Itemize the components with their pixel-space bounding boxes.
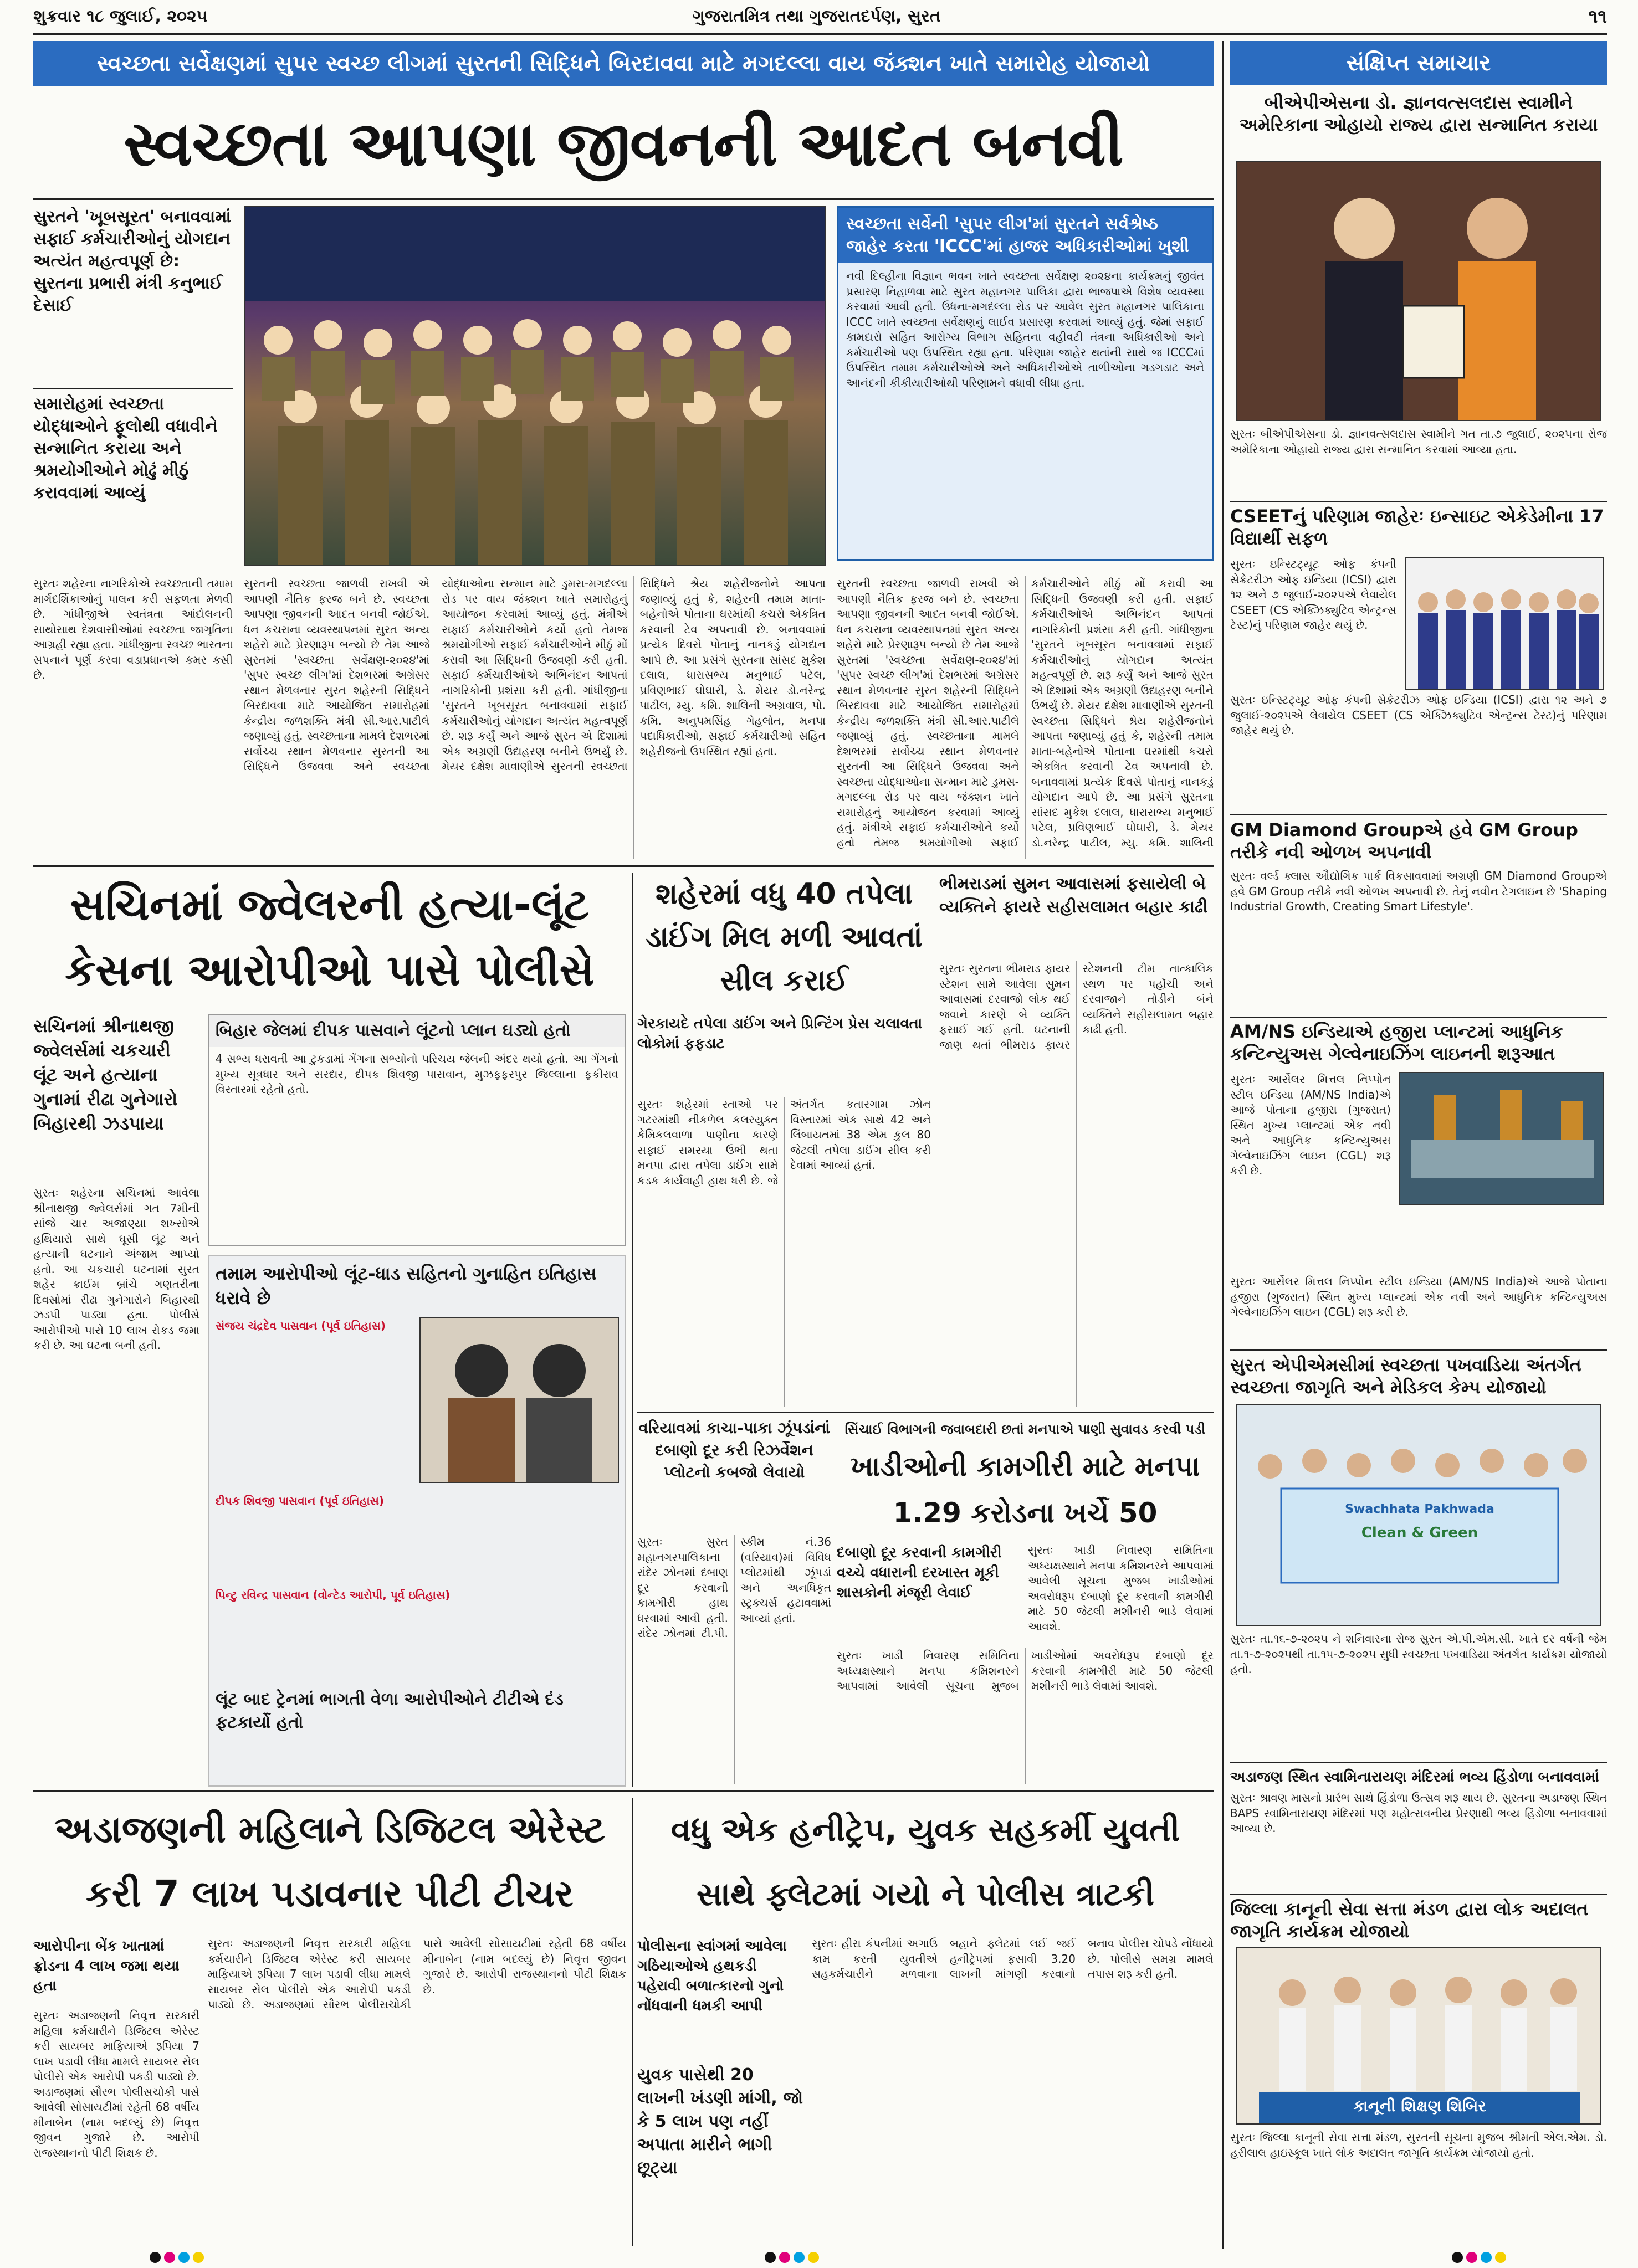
sidebar-rule-3 <box>1230 1017 1607 1018</box>
sachin-box-1 <box>208 1014 626 1246</box>
adajan-pull: આરોપીના બેંક ખાતામાં ફ્રોડના 4 લાખ જમા થયા હતા <box>33 1938 180 1994</box>
sachin-box-3-title: લૂંટ બાદ ટ્રેનમાં ભાગતી વેળા આરોપીઓને ટીટીએ દંડ ફટકાર્યો હતો <box>216 1690 564 1732</box>
color-dots <box>144 2250 1529 2265</box>
sidebar-story-7-headline: જિલ્લા કાનૂની સેવા સત્તા મંડળ દ્વારા લોક અદાલત જાગૃતિ કાર્યક્રમ યોજાયો <box>1230 1898 1589 1942</box>
paper-name: ગુજરાતમિત્ર તથા ગુજરાતદર્પણ, સુરત <box>693 7 941 26</box>
students-illustration <box>1406 558 1604 690</box>
legal-camp-photo <box>1236 1947 1601 2125</box>
lead-body-continued: સુરતની સ્વચ્છતા જાળવી રાખવી એ આપણી નૈતિક ફરજ બને છે. સ્વચ્છતા આપણા જીવનની આદત બનવી જોઈએ. ધન કચરાના વ્યવસ્થાપનમાં સુરત અન્ય શહેરો માટે પ્રેરણારૂપ બન્યો છે તેમ આજે સુરતમાં 'સ્વચ્છતા સર્વેક્ષણ-૨૦૨૪'માં 'સુપર સ્વચ્છ લીગ'માં દેશભરમાં અગ્રેસર સ્થાન મેળવનાર સુરત શહેરની સિદ્ધિને બિરદાવવા માટે આયોજિત સમારોહમાં કેન્દ્રીય જળશક્તિ મંત્રી સી.આર.પાટીલે જણાવ્યું હતું. સ્વચ્છતાના મામલે દેશભરમાં સર્વોચ્ચ સ્થાન મેળવનાર સુરતની આ સિદ્ધિને ઉજવવા અને સ્વચ્છતા યોદ્ધાઓના સન્માન માટે ડુમસ-મગદલ્લા રોડ પર વાય જંક્શન ખાતે સમારોહનું આયોજન કરવામાં આવ્યું હતું. મંત્રીએ સફાઈ કર્મચારીઓને કર્યો હતો તેમજ શ્રમયોગીઓ સફાઈ કર્મચારીઓને મીઠું મોં કરાવી આ સિદ્ધિની ઉજવણી કરી હતી. સફાઈ કર્મચારીઓએ અભિનંદન આપતાં નાગરિકોની પ્રશંસા કરી હતી. ગાંધીજીના 'સુરતને ખૂબસૂરત બનાવવામાં સફાઈ કર્મચારીઓનું યોગદાન અત્યંત મહત્વપૂર્ણ છે. શરૂ કર્યું અને આજે સુરત એ દિશામાં એક અગ્રણી ઉદાહરણ બનીને ઉભર્યું છે. મેયર દક્ષેશ માવાણીએ સુરતની સ્વચ્છતા સિદ્ધિને શ્રેય શહેરીજનોને આપતા જણાવ્યું હતું કે, શહેરની તમામ માતા-બહેનોએ પોતાના ઘરમાંથી કચરો એકત્રિત કરવાની ટેવ અપનાવી છે. બનાવવામાં પ્રત્યેક દિવસે પોતાનું નાનકડું યોગદાન આપે છે. આ પ્રસંગે સુરતના સાંસદ મુકેશ દલાલ, ધારાસભ્ય મનુભાઈ પટેલ, પ્રવિણભાઈ ઘોઘારી, ડે. મેયર ડો.નરેન્દ્ર પાટીલ, મ્યુ. કમિ. શાલિની <box>837 577 1214 849</box>
sidebar-rule-1 <box>1230 501 1607 502</box>
sachin-pull: સચિનમાં શ્રીનાથજી જ્વેલર્સમાં ચકચારી લૂંટ અને હત્યાના ગુનામાં રીઢા ગુનેગારો બિહારથી ઝડપાયા <box>33 1015 178 1134</box>
bhimrad-body: સુરતઃ સુરતના ભીમરાડ ફાયર સ્ટેશન સામે આવેલા સુમન આવાસમાં દરવાજો લોક થઈ જવાને કારણે બે વ્યક્તિ ફસાઈ ગઈ હતી. ઘટનાની જાણ થતાં ભીમરાડ ફાયર સ્ટેશનની ટીમ તાત્કાલિક સ્થળ પર પહોંચી અને દરવાજાને તોડીને બંને વ્યક્તિને સહીસલામત બહાર કાઢી હતી. <box>939 962 1214 1051</box>
sidebar-story-1-headline: બીએપીએસના ડો. જ્ઞાનવત્સલદાસ સ્વામીને અમેરિકાના ઓહાયો રાજ્ય દ્વારા સન્માનિત કરાયા <box>1239 92 1598 135</box>
sachin-body: સુરતઃ શહેરના સચિનમાં આવેલા શ્રીનાથજી જ્વેલર્સમાં ગત 7મીની સાંજે ચાર અજાણ્યા શખ્સોએ હથિયારો સાથે ઘૂસી લૂંટ અને હત્યાની ઘટનાને અંજામ આપ્યો હતો. આ ચકચારી ઘટનામાં સુરત શહેર ક્રાઈમ બ્રાંચે ગણતરીના દિવસોમાં રીઢા ગુનેગારોને બિહારથી ઝડપી પાડ્યા હતા. પોલીસે આરોપીઓ પાસે 10 લાખ રોકડ જમા કરી છે. આ ઘટના બની હતી. <box>33 1186 199 1352</box>
sidebar-header: સંક્ષિપ્ત સમાચાર <box>1230 41 1607 85</box>
award-illustration <box>1237 162 1601 421</box>
slum-body: સુરતઃ સુરત મહાનગરપાલિકાના રાંદેર ઝોનમાં દબાણ દૂર કરવાની કામગીરી હાથ ધરવામાં આવી હતી. રાંદેર ઝોનમાં ટી.પી. સ્કીમ નં.36 (વરિયાવ)માં વિવિધ પ્લોટમાંથી ઝૂંપડાં અને અનધિકૃત સ્ટ્રક્ચર્સ હટાવવામાં આવ્યાં હતાં. <box>637 1535 831 1640</box>
adajan-body: સુરતઃ અડાજણની નિવૃત્ત સરકારી મહિલા કર્મચારીને ડિજિટલ એરેસ્ટ કરી સાયબર માફિયાએ રૂપિયા 7 લાખ પડાવી લીધા મામલે સાયબર સેલ પોલીસે એક આરોપી પકડી પાડ્યો છે. અડાજણમાં સૌરભ પોલીસચોકી પાસે આવેલી સોસાયટીમાં રહેતી 68 વર્ષીય મીનાબેન (નામ બદલ્યું છે) નિવૃત્ત જીવન ગુજારે છે. આરોપી રાજસ્થાનનો પીટી શિક્ષક છે. <box>208 1937 626 2011</box>
honeytrap-pull-1: પોલીસના સ્વાંગમાં આવેલા ગઠિયાઓએ હથકડી પહેરાવી બળાત્કારનો ગુનો નોંધવાની ધમકી આપી <box>637 1938 787 2014</box>
khadi-body: સુરતઃ ખાડી નિવારણ સમિતિના અધ્યક્ષસ્થાને મનપા કમિશનરને આપવામાં આવેલી સૂચના મુજબ ખાડીઓમાં અવરોધરૂપ દબાણો દૂર કરવાની કામગીરી માટે 50 જેટલી મશીનરી ભાડે લેવામાં આવશે. <box>837 1649 1214 1692</box>
registration-marks <box>144 2250 1529 2265</box>
super-league-body: નવી દિલ્હીના વિજ્ઞાન ભવન ખાતે સ્વચ્છતા સર્વેક્ષણ ૨૦૨૪ના કાર્યક્રમનું જીવંત પ્રસારણ નિહાળવા માટે સુરત મહાનગર પાલિકા દ્વારા ભાજપાએ વિશેષ વ્યવસ્થા કરવામાં આવી હતી. ઉધના-મગદલ્લા રોડ પર આવેલ સુરત મહાનગર પાલિકાના ICCC ખાતે સ્વચ્છતા સર્વેક્ષણનું લાઈવ પ્રસારણ કરવામાં આવ્યું હતું. જેમાં સફાઈ કામદારો સહિત આરોગ્ય વિભાગ સહિતના વહીવટી તંત્રના અધિકારીઓ અને કર્મચારીઓ પણ ઉપસ્થિત રહ્યા હતા. પરિણામ જાહેર થતાંની સાથે જ ICCCમાં ઉપસ્થિત તમામ કર્મચારીઓએ અને અધિકારીઓએ તાળીઓના ગડગડાટ અને આનંદની કીકીયારીઓથી પરિણામને વધાવી લીધા હતા. <box>838 263 1212 561</box>
sidebar-rule-6 <box>1230 1894 1607 1895</box>
sidebar-rule-4 <box>1230 1349 1607 1351</box>
sachin-box-1-title: બિહાર જેલમાં દીપક પાસવાને લૂંટનો પ્લાન ઘડ્યો હતો <box>209 1015 625 1047</box>
lead-banner-text: સ્વચ્છતા સર્વેક્ષણમાં સુપર સ્વચ્છ લીગમાં સુરતની સિદ્ધિને બિરદાવવા માટે મગદલ્લા વાય જંક્શન ખાતે સમારોહ યોજાયો <box>96 51 1150 76</box>
super-league-heading: સ્વચ્છતા સર્વેની 'સુપર લીગ'માં સુરતને સર્વશ્રેષ્ઠ જાહેર કરતા 'ICCC'માં હાજર અધિકારીઓમાં ખુશી <box>838 208 1212 263</box>
sidebar-story-6-body: સુરતઃ શ્રાવણ માસનો પ્રારંભ સાથે હિંડોળા ઉત્સવ શરૂ થાય છે. સુરતના અડાજણ સ્થિત BAPS સ્વામિનારાયણ મંદિરમાં પણ મહોત્સવનીય પ્રેરણાથી ભવ્ય હિંડોળા બનાવવામાં આવ્યા છે. <box>1230 1791 1607 1835</box>
accused-illustration <box>421 1318 619 1483</box>
sidebar-divider <box>1222 41 1224 2249</box>
lead-pull-quote-2: સમારોહમાં સ્વચ્છતા યોદ્ધાઓને ફૂલોથી વધાવીને સન્માનિત કરાયા અને શ્રમયોગીઓને મોઢું મીઠું કરાવવામાં આવ્યું <box>33 394 218 502</box>
accused-photo <box>419 1317 619 1483</box>
khadi-kicker: સિંચાઈ વિભાગની જવાબદારી છતાં મનપાએ પાણી સુવાવડ કરવી પડી <box>844 1422 1206 1437</box>
sachin-tag-3: પિન્ટુ રવિન્દ્ર પાસવાન (વોન્ટેડ આરોપી, પૂર્વ ઇતિહાસ) <box>216 1588 451 1602</box>
clean-green-label: Clean & Green <box>1361 1525 1478 1541</box>
pull-divider <box>33 388 233 389</box>
sidebar-rule-5 <box>1230 1762 1607 1763</box>
slum-headline: વરિયાવમાં કાચા-પાકા ઝૂંપડાંનાં દબાણો દૂર કરી રિઝર્વેશન પ્લોટનો કબજો લેવાયો <box>638 1419 830 1481</box>
khadi-pull: દબાણો દૂર કરવાની કામગીરી વચ્ચે વધારાની દરખાસ્ત મૂકી શાસકોની મંજૂરી લેવાઈ <box>837 1545 1002 1601</box>
vertical-rule-2 <box>632 1798 633 2246</box>
sidebar-story-4-body-cont: સુરતઃ આર્સેલર મિત્તલ નિપ્પોન સ્ટીલ ઇન્ડિયા (AM/NS India)એ આજે પોતાના હજીરા (ગુજરાત) સ્થિત મુખ્ય પ્લાન્ટમાં એક નવી અને આધુનિક કન્ટિન્યુઅસ ગેલ્વેનાઇઝિંગ લાઇન (CGL) શરૂ કરી છે. <box>1230 1275 1607 1318</box>
lead-pull-quote-1: સુરતને 'ખૂબસૂરત' બનાવવામાં સફાઈ કર્મચારીઓનું યોગદાન અત્યંત મહત્વપૂર્ણ છે: સુરતના પ્રભારી મંત્રી કનુભાઈ દેસાઈ <box>33 207 231 315</box>
galvanizing-plant-photo <box>1399 1072 1604 1205</box>
sachin-box-2 <box>208 1255 626 1787</box>
masthead <box>33 4 1607 31</box>
sachin-box-2-title: તમામ આરોપીઓ લૂંટ-ધાડ સહિતનો ગુનાહિત ઇતિહાસ ધરાવે છે <box>216 1263 597 1309</box>
lead-headline <box>33 94 1214 194</box>
honeytrap-headline: વધુ એક હનીટ્રેપ, યુવક સહકર્મી યુવતી સાથે ફ્લેટમાં ગયો ને પોલીસ ત્રાટકી <box>670 1811 1180 1913</box>
khadi-body-side: સુરતઃ ખાડી નિવારણ સમિતિના અધ્યક્ષસ્થાને મનપા કમિશનરને આપવામાં આવેલી સૂચના મુજબ ખાડીઓમાં અવરોધરૂપ દબાણો દૂર કરવાની કામગીરી માટે 50 જેટલી મશીનરી ભાડે લેવામાં આવશે. <box>1028 1543 1214 1633</box>
sidebar-story-7-body: સુરતઃ જિલ્લા કાનૂની સેવા સત્તા મંડળ, સુરતની સૂચના મુજબ શ્રીમતી એલ.એમ. ડો. હરીલાલ હાઇસ્કૂલ ખાતે લોક અદાલત જાગૃતિ કાર્યક્રમ યોજાયો હતો. <box>1230 2131 1607 2159</box>
legal-camp-banner: કાનૂની શિક્ષણ શિબિર <box>1353 2097 1486 2115</box>
sidebar-story-5-body: સુરતઃ તા.૧૬-૭-૨૦૨૫ ને શનિવારના રોજ સુરત એ.પી.એમ.સી. ખાતે દર વર્ષની જેમ તા.૧-૭-૨૦૨૫થી તા.૧૫-૭-૨૦૨૫ સુધી સ્વચ્છતા પખવાડિયા અંતર્ગત કાર્યક્રમ યોજાયો હતો. <box>1230 1632 1607 1676</box>
section-rule-3 <box>33 1790 1214 1792</box>
sidebar-story-6-headline: અડાજણ સ્થિત સ્વામિનારાયણ મંદિરમાં ભવ્ય હિંડોળા બનાવવામાં <box>1230 1769 1599 1785</box>
lead-intro: સુરતઃ શહેરના નાગરિકોએ સ્વચ્છતાની તમામ માર્ગદર્શિકાઓનું પાલન કરી સફળતા મેળવી છે. ગાંધીજીએ સ્વતંત્રતા આંદોલનની સાથોસાથ દેશવાસીઓમાં સ્વચ્છતા જાગૃતિના આગ્રહી રહ્યા હતા. ગાંધીજીના સ્વચ્છ ભારતના સપનાને પૂર્ણ કરવા વડાપ્રધાનએ કમર કસી છે. <box>33 577 233 681</box>
sidebar-story-2-headline: CSEETનું પરિણામ જાહેરઃ ઇન્સાઇટ એકેડેમીના 17 વિદ્યાર્થી સફળ <box>1230 506 1604 549</box>
apmc-camp-photo <box>1236 1404 1601 1626</box>
sidebar-story-5-headline: સુરત એપીએમસીમાં સ્વચ્છતા પખવાડિયા અંતર્ગત સ્વચ્છતા જાગૃતિ અને મેડિકલ કેમ્પ યોજાયો <box>1230 1354 1581 1398</box>
bhimrad-headline: ભીમરાડમાં સુમન આવાસમાં ફસાયેલી બે વ્યક્તિને ફાયરે સહીસલામત બહાર કાઢી <box>939 874 1208 917</box>
plant-illustration <box>1400 1073 1604 1205</box>
adajan-body-left: સુરતઃ અડાજણની નિવૃત્ત સરકારી મહિલા કર્મચારીને ડિજિટલ એરેસ્ટ કરી સાયબર માફિયાએ રૂપિયા 7 લાખ પડાવી લીધા મામલે સાયબર સેલ પોલીસે એક આરોપી પકડી પાડ્યો છે. અડાજણમાં સૌરભ પોલીસચોકી પાસે આવેલી સોસાયટીમાં રહેતી 68 વર્ષીય મીનાબેન (નામ બદલ્યું છે) નિવૃત્ત જીવન ગુજારે છે. આરોપી રાજસ્થાનનો પીટી શિક્ષક છે. <box>33 2009 199 2159</box>
sidebar-story-4-body: સુરતઃ આર્સેલર મિત્તલ નિપ્પોન સ્ટીલ ઇન્ડિયા (AM/NS India)એ આજે પોતાના હજીરા (ગુજરાત) સ્થિત મુખ્ય પ્લાન્ટમાં એક નવી અને આધુનિક કન્ટિન્યુઅસ ગેલ્વેનાઇઝિંગ લાઇન (CGL) શરૂ કરી છે. <box>1230 1073 1391 1177</box>
sachin-box-1-body: 4 સભ્ય ધરાવતી આ ટુકડામાં ગેંગના સભ્યોનો પરિચય જેલની અંદર થયો હતો. આ ગેંગનો મુખ્ય સૂત્રધાર અને સરદાર, દીપક શિવજી પાસવાન, મુઝફ્ફરપુર જિલ્લાના ફકીરાવ વિસ્તારમાં રહેતો હતો. <box>216 1052 618 1096</box>
honeytrap-pull-2: યુવક પાસેથી 20 લાખની ખંડણી માંગી, જો કે 5 લાખ પણ નહીં અપાતા મારીને ભાગી છૂટ્યા <box>637 2065 803 2178</box>
masthead-rule <box>33 33 1607 35</box>
crowd-illustration <box>245 207 826 566</box>
adajan-headline: અડાજણની મહિલાને ડિજિટલ એરેસ્ટ કરી 7 લાખ પડાવનાર પીટી ટીચર <box>54 1808 606 1915</box>
super-league-box <box>837 206 1214 561</box>
lead-banner <box>33 41 1214 86</box>
sachin-headline: સચિનમાં જ્વેલરની હત્યા-લૂંટ કેસના આરોપીઓ પાસે પોલીસે <box>65 880 595 996</box>
lead-headline-text: સ્વચ્છતા આપણા જીવનની આદત બનવી <box>124 108 1123 180</box>
sidebar-story-1-body: સુરતઃ બીએપીએસના ડો. જ્ઞાનવત્સલદાસ સ્વામીને ગત તા.૭ જુલાઈ, ૨૦૨૫ના રોજ અમેરિકાના ઓહાયો રાજ્ય દ્વારા સન્માનિત કરવામાં આવ્યા હતા. <box>1230 427 1607 456</box>
section-rule-1 <box>33 865 1214 867</box>
sidebar-story-2-body: સુરતઃ ઇન્સ્ટિટ્યૂટ ઓફ કંપની સેક્રેટરીઝ ઓફ ઇન્ડિયા (ICSI) દ્વારા ૧૨ અને ૭ જુલાઈ-૨૦૨૫એ લેવાયેલ CSEET (CS એક્ઝિક્યુટિવ એન્ટ્રન્સ ટેસ્ટ)નું પરિણામ જાહેર થયું છે. <box>1230 557 1396 632</box>
lead-body: સુરતની સ્વચ્છતા જાળવી રાખવી એ આપણી નૈતિક ફરજ બને છે. સ્વચ્છતા આપણા જીવનની આદત બનવી જોઈએ. ધન કચરાના વ્યવસ્થાપનમાં સુરત અન્ય શહેરો માટે પ્રેરણારૂપ બન્યો છે તેમ આજે સુરતમાં 'સ્વચ્છતા સર્વેક્ષણ-૨૦૨૪'માં 'સુપર સ્વચ્છ લીગ'માં દેશભરમાં અગ્રેસર સ્થાન મેળવનાર સુરત શહેરની સિદ્ધિને બિરદાવવા માટે આયોજિત સમારોહમાં કેન્દ્રીય જળશક્તિ મંત્રી સી.આર.પાટીલે જણાવ્યું હતું. સ્વચ્છતાના મામલે દેશભરમાં સર્વોચ્ચ સ્થાન મેળવનાર સુરતની આ સિદ્ધિને ઉજવવા અને સ્વચ્છતા યોદ્ધાઓના સન્માન માટે ડુમસ-મગદલ્લા રોડ પર વાય જંક્શન ખાતે સમારોહનું આયોજન કરવામાં આવ્યું હતું. મંત્રીએ સફાઈ કર્મચારીઓને કર્યો હતો તેમજ શ્રમયોગીઓ સફાઈ કર્મચારીઓને મીઠું મોં કરાવી આ સિદ્ધિની ઉજવણી કરી હતી. સફાઈ કર્મચારીઓએ અભિનંદન આપતાં નાગરિકોની પ્રશંસા કરી હતી. ગાંધીજીના 'સુરતને ખૂબસૂરત બનાવવામાં સફાઈ કર્મચારીઓનું યોગદાન અત્યંત મહત્વપૂર્ણ છે. શરૂ કર્યું અને આજે સુરત એ દિશામાં એક અગ્રણી ઉદાહરણ બનીને ઉભર્યું છે. મેયર દક્ષેશ માવાણીએ સુરતની સ્વચ્છતા સિદ્ધિને શ્રેય શહેરીજનોને આપતા જણાવ્યું હતું કે, શહેરની તમામ માતા-બહેનોએ પોતાના ઘરમાંથી કચરો એકત્રિત કરવાની ટેવ અપનાવી છે. બનાવવામાં પ્રત્યેક દિવસે પોતાનું નાનકડું યોગદાન આપે છે. આ પ્રસંગે સુરતના સાંસદ મુકેશ દલાલ, ધારાસભ્ય મનુભાઈ પટેલ, પ્રવિણભાઈ ઘોઘારી, ડે. મેયર ડો.નરેન્દ્ર પાટીલ, મ્યુ. કમિ. શાલિની અગ્રવાલ, પો. કમિ. અનુપમસિંહ ગેહલોત, મનપા પદાધિકારીઓ, સફાઈ કર્મચારીઓ સહિત શહેરીજનો ઉપસ્થિત રહ્યાં હતા. <box>244 577 826 773</box>
lead-headline-rule <box>33 198 1214 200</box>
sidebar-story-2-body-cont: સુરતઃ ઇન્સ્ટિટ્યૂટ ઓફ કંપની સેક્રેટરીઝ ઓફ ઇન્ડિયા (ICSI) દ્વારા ૧૨ અને ૭ જુલાઈ-૨૦૨૫એ લેવાયેલ CSEET (CS એક્ઝિક્યુટિવ એન્ટ્રન્સ ટેસ્ટ)નું પરિણામ જાહેર થયું છે. <box>1230 693 1607 737</box>
page-number: ૧૧ <box>1588 6 1607 28</box>
sidebar-story-3-body: સુરતઃ વર્લ્ડ ક્લાસ ઔદ્યોગિક પાર્ક વિકસાવવામાં અગ્રણી GM Diamond Groupએ હવે GM Group તરીકે નવી ઓળખ અપનાવી છે. તેનું નવીન ટેગલાઇન છે 'Shaping Industrial Growth, Creating Smart Lifestyle'. <box>1230 869 1607 913</box>
sidebar-story-3-headline: GM Diamond Groupએ હવે GM Group તરીકે નવી ઓળખ અપનાવી <box>1230 819 1578 863</box>
dyeing-body: સુરતઃ શહેરમાં સ્તાઓ પર ગટરમાંથી નીકળેલ કલરયુક્ત કેમિકલવાળા પાણીના કારણે સફાઈ સમસ્યા ઉભી થતા મનપા દ્વારા તપેલા ડાઈંગ સામે કડક કાર્યવાહી હાથ ધરી છે. જે અંતર્ગત કતારગામ ઝોન વિસ્તારમાં એક સાથે 42 અને લિંબાયતમાં 38 એમ કુલ 80 જેટલી તપેલા ડાઈંગ સીલ કરી દેવામાં આવ્યાં હતાં. <box>637 1097 931 1187</box>
dyeing-headline: શહેરમાં વધુ 40 તપેલા ડાઈંગ મિલ મળી આવતાં સીલ કરાઈ <box>646 878 923 997</box>
swami-photo <box>1236 161 1601 421</box>
khadi-headline: ખાડીઓની કામગીરી માટે મનપા 1.29 કરોડના ખર્ચે 50 <box>850 1450 1200 1529</box>
dyeing-pull: ગેરકાયદે તપેલા ડાઈંગ અને પ્રિન્ટિંગ પ્રેસ ચલાવતા લોકોમાં ફફડાટ <box>637 1015 923 1052</box>
honeytrap-body: સુરતઃ હીરા કંપનીમાં અગાઉ કામ કરતી યુવતીએ સહકર્મચારીને મળવાના બહાને ફ્લેટમાં લઈ જઈ હનીટ્રેપમાં ફસાવી 3.20 લાખની માંગણી કરવાનો બનાવ પોલીસ ચોપડે નોંધાયો છે. પોલીસે સમગ્ર મામલે તપાસ શરૂ કરી હતી. <box>812 1937 1214 1980</box>
clean-banner-label: Swachhata Pakhwada <box>1345 1502 1494 1516</box>
students-photo <box>1405 557 1604 690</box>
sidebar-rule-2 <box>1230 814 1607 815</box>
sidebar-story-4-headline: AM/NS ઇન્ડિયાએ હજીરા પ્લાન્ટમાં આધુનિક કન્ટિન્યુઅસ ગેલ્વેનાઇઝિંગ લાઇનની શરૂઆત <box>1230 1021 1564 1064</box>
issue-date: શુક્રવાર ૧૮ જુલાઈ, ૨૦૨૫ <box>33 7 208 26</box>
sachin-tag-1: સંજય ચંદ્રદેવ પાસવાન (પૂર્વ ઇતિહાસ) <box>216 1319 386 1332</box>
lead-photo-ceremony <box>244 206 826 566</box>
sachin-tag-2: દીપક શિવજી પાસવાન (પૂર્વ ઇતિહાસ) <box>216 1494 384 1507</box>
vertical-rule-1 <box>632 873 633 1787</box>
horizontal-rule-2 <box>637 1412 1214 1413</box>
